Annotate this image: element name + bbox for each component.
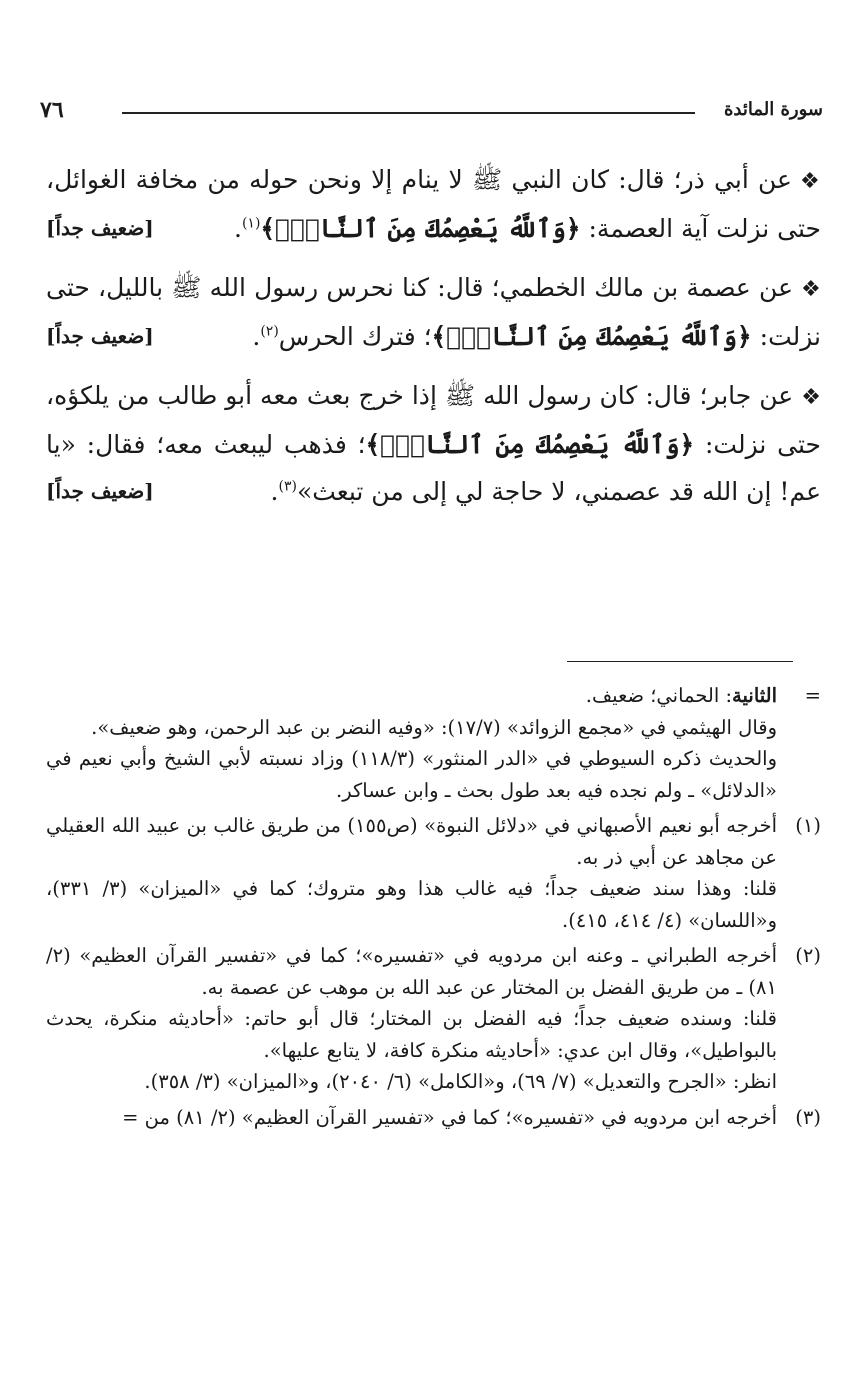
quran-verse: ﴿وَٱللَّهُ يَعْصِمُكَ مِنَ ٱلنَّاسِۗ﴾ (365, 430, 695, 459)
hadith-paragraph (46, 372, 821, 521)
hadith-paragraph (46, 264, 821, 366)
footnote-line: أخرجه أبو نعيم الأصبهاني في «دلائل النبوة» (ص١٥٥) من طريق غالب بن عبيد الله العقيلي عن مجاهد عن أبي ذر به. (46, 814, 777, 869)
hadith-end: . (252, 322, 261, 351)
footnote-ref[interactable]: (٢) (260, 323, 279, 340)
star-bullet-icon: ❖ (801, 277, 821, 302)
footnote-mark: (١) (795, 814, 821, 837)
hadith-text-continued: ؛ فذهب ليبعث معه؛ فقال: «يا عم! إن الله قد عصمني، لا حاجة لي إلى من تبعث» (46, 430, 821, 506)
footnote-line: أخرجه ابن مردويه في «تفسيره»؛ كما في «تفسير القرآن العظيم» (٢/ ٨١) من = (122, 1105, 777, 1129)
footnote-label: الثانية (732, 684, 777, 707)
footnote-item (46, 940, 821, 1098)
hadith-text: عن عصمة بن مالك الخطمي؛ قال: كنا نحرس رسول الله ﷺ بالليل، حتى نزلت: (46, 273, 821, 351)
footnote-line: والحديث ذكره السيوطي في «الدر المنثور» (١١٨/٣) وزاد نسبته لأبي الشيخ وأبي نعيم في «الدلائل» ـ ولم نجده فيه بعد طول بحث ـ وابن عساكر. (46, 747, 777, 802)
surah-title: سورة المائدة (723, 99, 823, 120)
footnotes (46, 680, 821, 1133)
header-rule (122, 112, 695, 114)
footnote-line: انظر: «الجرح والتعديل» (٧/ ٦٩)، و«الكامل» (٦/ ٢٠٤٠)، و«الميزان» (٣/ ٣٥٨). (144, 1070, 777, 1093)
star-bullet-icon: ❖ (799, 169, 821, 194)
footnote-item (46, 810, 821, 936)
grade-label: [ضعيف جداً] (46, 216, 154, 240)
page-header (40, 95, 823, 131)
hadith-text-continued: ؛ فترك الحرس (278, 322, 432, 351)
footnote-line: قلنا: وهذا سند ضعيف جداً؛ فيه غالب هذا وهو متروك؛ كما في «الميزان» (٣/ ٣٣١)، و«اللسان» (٤/ ٤١٤، ٤١٥). (46, 877, 778, 932)
hadith-text: عن أبي ذر؛ قال: كان النبي ﷺ لا ينام إلا ونحن حوله من مخافة الغوائل، حتى نزلت آية العصمة: (46, 165, 821, 243)
footnote-line: وقال الهيثمي في «مجمع الزوائد» (١٧/٧): «وفيه النضر بن عبد الرحمن، وهو ضعيف». (91, 715, 777, 739)
grade-label: [ضعيف جداً] (46, 324, 154, 348)
footnote-mark: = (804, 684, 821, 707)
hadith-end: . (233, 214, 242, 243)
footnote-line: أخرجه الطبراني ـ وعنه ابن مردويه في «تفسيره»؛ كما في «تفسير القرآن العظيم» (٢/ ٨١) ـ من طريق الفضل بن المختار عن عبد الله بن موهب عن عصمة به. (46, 944, 777, 999)
quran-verse: ﴿وَٱللَّهُ يَعْصِمُكَ مِنَ ٱلنَّاسِۗ﴾ (260, 214, 581, 243)
quran-verse: ﴿وَٱللَّهُ يَعْصِمُكَ مِنَ ٱلنَّاسِۗ﴾ (431, 322, 752, 351)
footnote-separator (567, 661, 793, 662)
hadith-paragraph (46, 156, 821, 258)
footnote-ref[interactable]: (١) (241, 215, 261, 232)
grade-label: [ضعيف جداً] (46, 479, 154, 503)
footnote-mark: (٢) (795, 944, 821, 967)
footnote-line: الثانية: الحماني؛ ضعيف. (585, 684, 777, 707)
footnote-mark: (٣) (795, 1105, 821, 1129)
page-number: ٧٦ (40, 97, 64, 123)
footnote-line: قلنا: وسنده ضعيف جداً؛ فيه الفضل بن المختار؛ قال أبو حاتم: «أحاديثه منكرة، يحدث بالبواطيل»، وقال ابن عدي: «أحاديثه منكرة كافة، لا يتابع عليها». (46, 1007, 777, 1062)
hadith-text: عن جابر؛ قال: كان رسول الله ﷺ إذا خرج بعث معه أبو طالب من يلكؤه، حتى نزلت: (46, 381, 821, 459)
footnote-item (46, 1102, 821, 1134)
main-text (46, 156, 821, 521)
footnote-continuation (46, 680, 821, 806)
footnote-ref[interactable]: (٣) (278, 478, 297, 495)
star-bullet-icon: ❖ (801, 385, 821, 410)
hadith-end: . (270, 477, 279, 506)
